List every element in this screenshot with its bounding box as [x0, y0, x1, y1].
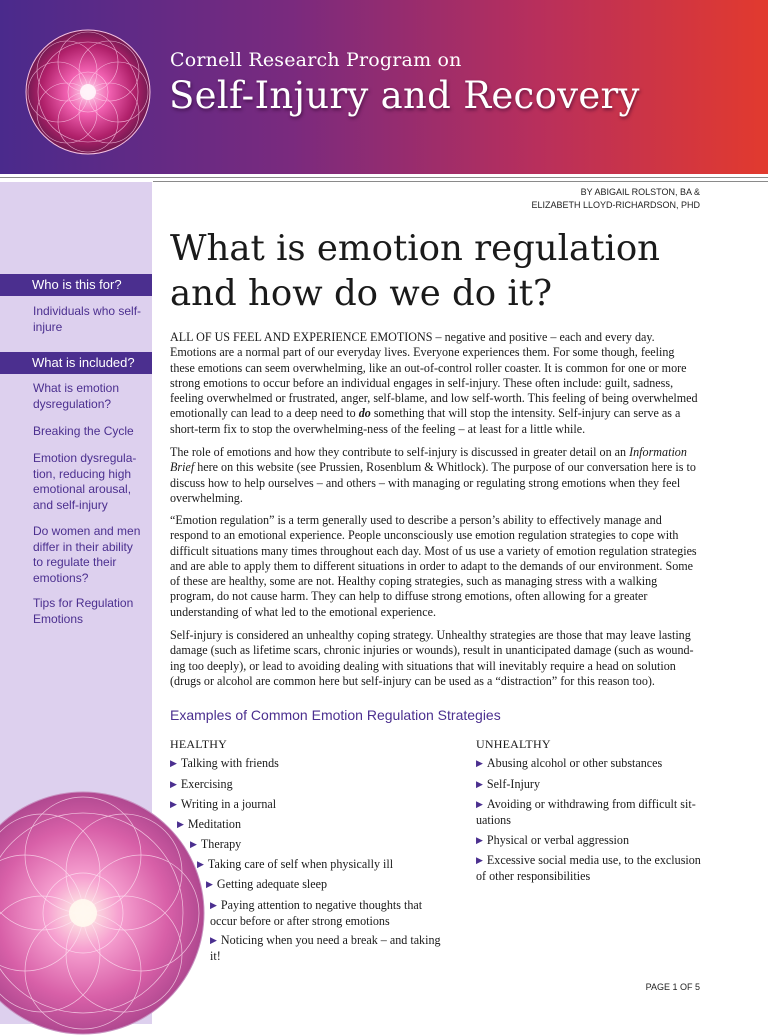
list-item: ▶ Writing in a journal — [170, 797, 277, 811]
paragraph-text: here on this website (see Prussien, Rosenblum & Whitlock). The purpose of our conversation here is to discuss how to help ourselves – and others – with managing or regulating strong emotions when they feel overwhelming. — [170, 460, 696, 505]
list-item: ▶ Abusing alcohol or other substances — [476, 756, 663, 770]
emphasis: Information Brief — [170, 445, 687, 475]
paragraph-definition: “Emotion regulation” is a term generally used to describe a person’s ability to effectively manage and respond to an emotional experience. People unconsciously use emotion regulation strategies to cope with difficult situations many times throughout each day. Most of us use a variety of emotion regulation strategies and are able to apply them to different situations in order to adapt to the demands of our environment. Some of these are healthy, some are not. Healthy coping strategies, such as managing stress with a walking program, do not cause harm. They can help to diffuse strong emotions, often allowing for a greater understanding of what led to the emotional experience. — [170, 513, 697, 619]
bullet-arrow-icon: ▶ — [190, 839, 197, 849]
emphasis: do — [358, 406, 371, 421]
mandala-logo-icon — [24, 28, 152, 156]
sidebar-item-emotional-arousal[interactable]: Emotion dysregula-tion, reducing high emotional arousal, and self-injury — [33, 451, 137, 512]
list-item: ▶ Noticing when you need a break – and taking it! — [210, 933, 441, 964]
header-banner — [0, 0, 768, 174]
sidebar-item-gender-differences[interactable]: Do women and men differ in their ability to regulate their emotions? — [33, 524, 141, 585]
list-item: ▶ Self-Injury — [476, 777, 540, 791]
unhealthy-heading: UNHEALTHY — [476, 737, 551, 751]
paragraph-text: The role of emotions and how they contribute to self-injury is discussed in greater detail on an — [170, 445, 630, 459]
bullet-arrow-icon: ▶ — [476, 835, 483, 845]
bullet-arrow-icon: ▶ — [476, 799, 483, 809]
lead-in: ALL OF US FEEL AND EXPERIENCE EMOTIONS — [170, 330, 433, 344]
bullet-arrow-icon: ▶ — [206, 879, 213, 889]
author-line: ELIZABETH LLOYD-RICHARDSON, PHD — [531, 200, 700, 210]
program-subtitle: Cornell Research Program on — [170, 49, 462, 71]
bullet-arrow-icon: ▶ — [170, 799, 177, 809]
bullet-arrow-icon: ▶ — [476, 758, 483, 768]
author-byline — [531, 186, 700, 212]
bullet-arrow-icon: ▶ — [170, 758, 177, 768]
list-item: ▶ Taking care of self when physically ill — [197, 857, 394, 871]
program-title: Self-Injury and Recovery — [169, 74, 640, 117]
bullet-arrow-icon: ▶ — [177, 819, 184, 829]
sidebar-item-dysregulation[interactable]: What is emotion dysregulation? — [33, 381, 120, 411]
article-title: What is emotion regulation and how do we do it? — [170, 228, 661, 314]
page-number: PAGE 1 OF 5 — [645, 982, 700, 992]
sidebar-heading-audience: Who is this for? — [0, 274, 152, 296]
bullet-arrow-icon: ▶ — [210, 900, 217, 910]
divider-rule — [0, 177, 768, 178]
list-item: ▶ Avoiding or withdrawing from difficult sit-uations — [476, 797, 696, 828]
bullet-arrow-icon: ▶ — [476, 855, 483, 865]
list-item: ▶ Exercising — [170, 777, 233, 791]
list-item: ▶ Talking with friends — [170, 756, 279, 770]
sidebar-item-breaking-cycle[interactable]: Breaking the Cycle — [33, 424, 134, 438]
list-item: ▶ Excessive social media use, to the exclusion of other responsibilities — [476, 853, 701, 884]
paragraph-role — [170, 445, 702, 506]
list-item: ▶ Therapy — [190, 837, 242, 851]
sidebar-heading-contents: What is included? — [0, 352, 152, 374]
healthy-heading: HEALTHY — [170, 737, 227, 751]
bullet-arrow-icon: ▶ — [197, 859, 204, 869]
author-line: BY ABIGAIL ROLSTON, BA & — [580, 187, 700, 197]
bullet-arrow-icon: ▶ — [170, 779, 177, 789]
list-item: ▶ Physical or verbal aggression — [476, 833, 629, 847]
sidebar-item-audience: Individuals who self-injure — [33, 304, 142, 334]
mandala-decoration-icon — [0, 790, 206, 1036]
paragraph-intro — [170, 330, 702, 437]
bullet-arrow-icon: ▶ — [210, 935, 217, 945]
paragraph-text: something that will stop the intensity. Self-injury can serve as a short-term fix to stop the overwhelming-ness of the feeling – at least for a little while. — [170, 406, 681, 436]
paragraph-text: – negative and positive – each and every day. Emotions are a normal part of our everyday lives. Everyone experiences them. For some though, feeling these emotions can seem overwhelming, like an out-of-control roller coaster. It is common for one or more strong emotions to occur before an individual engages in self-injury. These often include: guilt, sadness, feeling overwhelmed or frustrated, anger, self-blame, and low self-worth. This feeling of being overwhelmed emotionally can lead to a deep need to — [170, 330, 698, 421]
sidebar-item-tips[interactable]: Tips for Regulation Emotions — [33, 596, 134, 626]
paragraph-unhealthy: Self-injury is considered an unhealthy coping strategy. Unhealthy strategies are those that may leave lasting damage (such as lifetime scars, chronic injuries or wounds), result in unanticipated damage (such as wound-ing too deeply), or lead to avoiding dealing with situations that will inevitably require a head on solution (drugs or alcohol are common here but self-injury can be used as a “distraction” for this reason too). — [170, 628, 694, 688]
divider-rule — [153, 181, 768, 182]
list-item: ▶ Paying attention to negative thoughts that occur before or after strong emotions — [210, 898, 423, 929]
bullet-arrow-icon: ▶ — [476, 779, 483, 789]
list-item: ▶ Meditation — [177, 817, 241, 831]
list-item: ▶ Getting adequate sleep — [206, 877, 328, 891]
examples-heading: Examples of Common Emotion Regulation Strategies — [170, 707, 501, 723]
